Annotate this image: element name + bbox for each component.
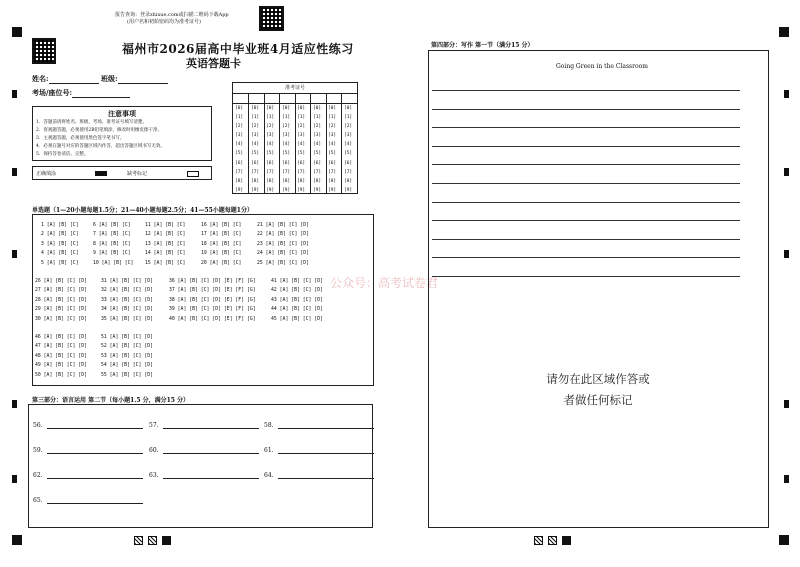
blank-number: 58.	[264, 422, 274, 429]
registration-square	[562, 536, 571, 545]
notice-box	[32, 106, 212, 161]
blank-number: 56.	[33, 422, 43, 429]
notice-item: 1．答题前请将姓名、班级、考场、准考证号填写清楚。	[36, 120, 147, 125]
blank-61[interactable]	[264, 446, 374, 454]
blank-62[interactable]	[33, 471, 143, 479]
blank-number: 62.	[33, 472, 43, 479]
timing-mark	[784, 475, 789, 483]
timing-mark	[12, 475, 17, 483]
answer-line[interactable]	[278, 421, 374, 429]
answer-line[interactable]	[163, 471, 259, 479]
answer-group[interactable]: 1 [A] [B] [C] 2 [A] [B] [C] 3 [A] [B] [C] 4 [A] [B] [C] 5 [A] [B] [C]	[41, 223, 79, 266]
blank-65[interactable]	[33, 496, 143, 504]
essay-writing-line[interactable]	[432, 183, 740, 184]
essay-writing-line[interactable]	[432, 127, 740, 128]
corner-mark	[12, 535, 22, 545]
corner-mark	[12, 27, 22, 37]
registration-square	[548, 536, 557, 545]
corner-mark	[779, 535, 789, 545]
room-field[interactable]	[72, 90, 130, 98]
essay-title: Going Green in the Classroom	[556, 63, 648, 70]
essay-writing-line[interactable]	[432, 276, 740, 277]
name-field[interactable]	[49, 76, 99, 84]
timing-mark	[784, 250, 789, 258]
exam-digit-column[interactable]: [0] [1] [2] [3] [4] [5] [6] [7] [8] [9]	[313, 106, 322, 193]
blank-58[interactable]	[264, 421, 374, 429]
section1-title: 单选题（1—20小题每题1.5分；21—40小题每题2.5分；41—55小题每题1分）	[32, 207, 253, 214]
exam-digit-column[interactable]: [0] [1] [2] [3] [4] [5] [6] [7] [8] [9]	[266, 106, 275, 193]
section3-title: 第三部分：语言运用 第二节（每小题1.5 分，满分15 分）	[32, 397, 190, 404]
answer-group[interactable]: 6 [A] [B] [C] 7 [A] [B] [C] 8 [A] [B] [C] 9 [A] [B] [C] 10 [A] [B] [C]	[93, 223, 134, 266]
essay-writing-line[interactable]	[432, 257, 740, 258]
answer-line[interactable]	[278, 446, 374, 454]
blank-number: 61.	[264, 447, 274, 454]
notice-item: 2．客观题答题，必须使用2B铅笔填涂，修改时用橡皮擦干净。	[36, 128, 163, 133]
exam-digit-column[interactable]: [0] [1] [2] [3] [4] [5] [6] [7] [8] [9]	[282, 106, 291, 193]
exam-digit-column[interactable]: [0] [1] [2] [3] [4] [5] [6] [7] [8] [9]	[235, 106, 244, 193]
essay-writing-line[interactable]	[432, 109, 740, 110]
answer-line[interactable]	[163, 446, 259, 454]
blank-60[interactable]	[149, 446, 259, 454]
timing-mark	[12, 168, 17, 176]
blank-number: 64.	[264, 472, 274, 479]
answer-group[interactable]: 31 [A] [B] [C] [D] 32 [A] [B] [C] [D] 33 [A] [B] [C] [D] 34 [A] [B] [C] [D] 35 [A] [B] [C] [D]	[101, 279, 153, 322]
answer-group[interactable]: 41 [A] [B] [C] [D] 42 [A] [B] [C] [D] 43 [A] [B] [C] [D] 44 [A] [B] [C] [D] 45 [A] [B] [C] [D]	[271, 279, 323, 322]
app-qr-code	[259, 6, 284, 31]
corner-mark	[779, 27, 789, 37]
no-answer-text-line1: 请勿在此区域作答或	[546, 372, 650, 386]
essay-writing-line[interactable]	[432, 239, 740, 240]
registration-square	[534, 536, 543, 545]
blank-64[interactable]	[264, 471, 374, 479]
absent-mark-label: 缺考标记	[127, 171, 148, 177]
blank-number: 57.	[149, 422, 159, 429]
registration-square	[134, 536, 143, 545]
blank-number: 65.	[33, 497, 43, 504]
essay-writing-line[interactable]	[432, 202, 740, 203]
report-notice-line1: 报告查询：登录zhixue.com或扫描二维码下载App	[115, 12, 229, 18]
report-notice-line2: (用户名和初始密码均为准考证号)	[127, 19, 201, 25]
page-title: 福州市2026届高中毕业班4月适应性练习	[122, 42, 354, 56]
registration-square	[162, 536, 171, 545]
answer-group[interactable]: 26 [A] [B] [C] [D] 27 [A] [B] [C] [D] 28 [A] [B] [C] [D] 29 [A] [B] [C] [D] 30 [A] [B] [C] [D]	[35, 279, 87, 322]
timing-mark	[784, 90, 789, 98]
correct-fill-label: 正确填涂	[36, 171, 57, 177]
exam-number-grid	[232, 82, 358, 194]
notice-item: 5．保持答卷清洁、完整。	[36, 152, 89, 157]
blank-56[interactable]	[33, 421, 143, 429]
timing-mark	[784, 400, 789, 408]
room-label: 考场/座位号:	[32, 88, 73, 97]
answer-line[interactable]	[47, 421, 143, 429]
class-field[interactable]	[118, 76, 168, 84]
exam-digit-column[interactable]: [0] [1] [2] [3] [4] [5] [6] [7] [8] [9]	[328, 106, 337, 193]
answer-group[interactable]: 36 [A] [B] [C] [D] [E] [F] [G] 37 [A] [B] [C] [D] [E] [F] [G] 38 [A] [B] [C] [D] [E] [F] [G] 39 [A] [B] [C] [D] [E] [F] [G] 40 [A] [B] [C] [D] [E] [F] [G]	[169, 279, 256, 322]
blank-57[interactable]	[149, 421, 259, 429]
answer-line[interactable]	[47, 446, 143, 454]
class-label: 班级:	[101, 74, 118, 83]
answer-line[interactable]	[163, 421, 259, 429]
notice-title: 注意事项	[108, 109, 136, 118]
answer-group[interactable]: 21 [A] [B] [C] [D] 22 [A] [B] [C] [D] 23 [A] [B] [C] [D] 24 [A] [B] [C] [D] 25 [A] [B] [C] [D]	[257, 223, 309, 266]
timing-mark	[12, 90, 17, 98]
correct-fill-sample	[95, 171, 107, 176]
essay-writing-line[interactable]	[432, 220, 740, 221]
no-answer-text-line2: 者做任何标记	[563, 393, 633, 407]
blank-number: 63.	[149, 472, 159, 479]
blank-number: 60.	[149, 447, 159, 454]
absent-mark-box[interactable]	[187, 171, 199, 177]
timing-mark	[12, 250, 17, 258]
answer-group[interactable]: 46 [A] [B] [C] [D] 47 [A] [B] [C] [D] 48 [A] [B] [C] [D] 49 [A] [B] [C] [D] 50 [A] [B] [C] [D]	[35, 335, 87, 378]
blank-63[interactable]	[149, 471, 259, 479]
registration-square	[148, 536, 157, 545]
essay-writing-line[interactable]	[432, 90, 740, 91]
page-subtitle: 英语答题卡	[186, 57, 241, 70]
answer-group[interactable]: 11 [A] [B] [C] 12 [A] [B] [C] 13 [A] [B] [C] 14 [A] [B] [C] 15 [A] [B] [C]	[145, 223, 186, 266]
section1-box	[32, 214, 374, 386]
answer-line[interactable]	[47, 471, 143, 479]
exam-digit-column[interactable]: [0] [1] [2] [3] [4] [5] [6] [7] [8] [9]	[297, 106, 306, 193]
notice-item: 4．必须在题号对应的答题区域内作答，超出答题区域书写无效。	[36, 144, 165, 149]
blank-number: 59.	[33, 447, 43, 454]
room-info	[32, 88, 130, 98]
exam-digit-column[interactable]: [0] [1] [2] [3] [4] [5] [6] [7] [8] [9]	[251, 106, 260, 193]
fill-legend	[32, 166, 212, 180]
answer-group[interactable]: 16 [A] [B] [C] 17 [A] [B] [C] 18 [A] [B] [C] 19 [A] [B] [C] 20 [A] [B] [C]	[201, 223, 242, 266]
exam-digit-column[interactable]: [0] [1] [2] [3] [4] [5] [6] [7] [8] [9]	[344, 106, 353, 193]
exam-number-label: 准考证号	[233, 83, 357, 94]
left-qr-code	[32, 38, 56, 64]
section4-box	[428, 50, 769, 528]
section4-title: 第四部分：写作 第一节（满分15 分）	[431, 42, 534, 49]
answer-group[interactable]: 51 [A] [B] [C] [D] 52 [A] [B] [C] [D] 53 [A] [B] [C] [D] 54 [A] [B] [C] [D] 55 [A] [B] [C] [D]	[101, 335, 153, 378]
notice-item: 3．主观题答题，必须使用黑色签字笔书写。	[36, 136, 125, 141]
answer-line[interactable]	[278, 471, 374, 479]
watermark: 公众号：高考试卷君	[330, 276, 439, 290]
blank-59[interactable]	[33, 446, 143, 454]
answer-line[interactable]	[47, 496, 143, 504]
essay-writing-line[interactable]	[432, 146, 740, 147]
name-label: 姓名:	[32, 74, 49, 83]
essay-writing-line[interactable]	[432, 164, 740, 165]
student-info	[32, 74, 168, 84]
timing-mark	[12, 400, 17, 408]
timing-mark	[784, 168, 789, 176]
